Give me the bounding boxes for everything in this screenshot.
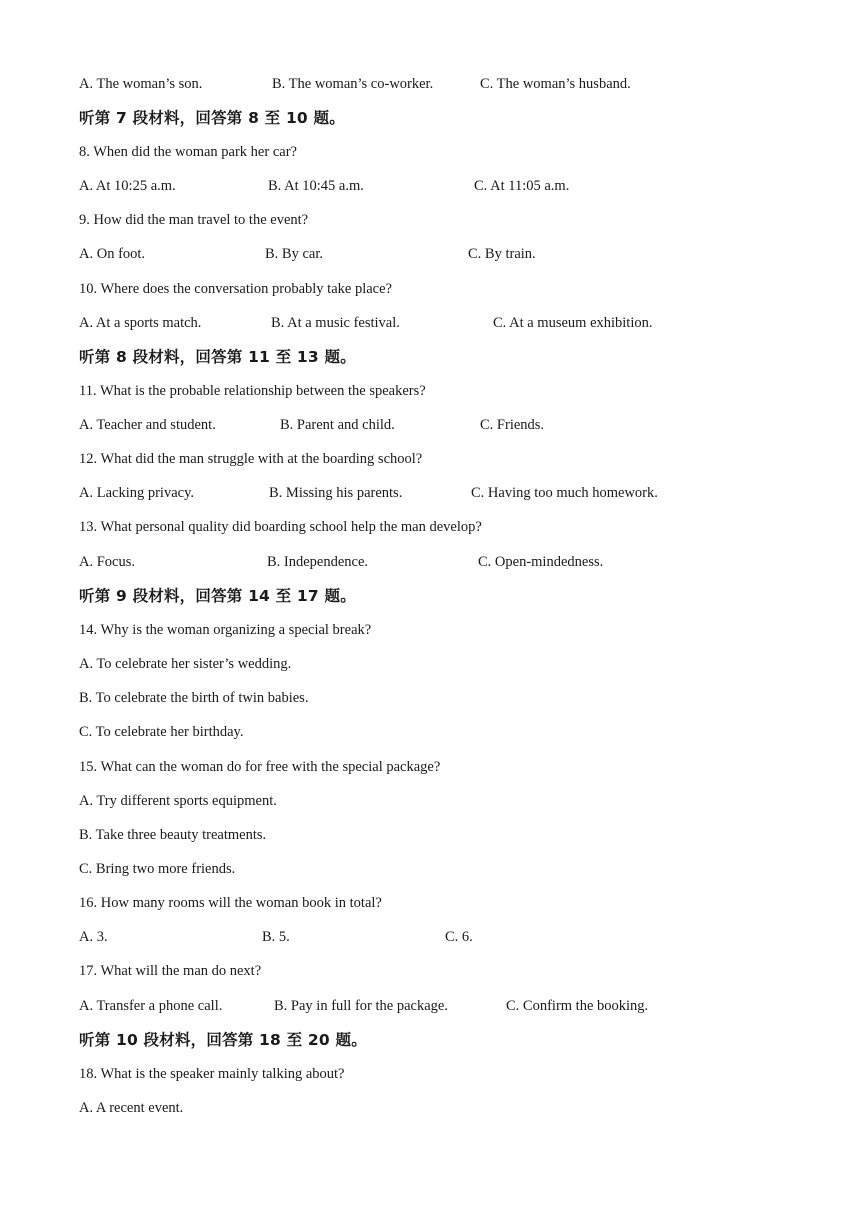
- q18-question: 18. What is the speaker mainly talking about?: [79, 1066, 345, 1082]
- q16-option-b: B. 5.: [262, 929, 290, 945]
- q14-option-b: B. To celebrate the birth of twin babies.: [79, 690, 309, 706]
- q16-question: 16. How many rooms will the woman book in total?: [79, 895, 382, 911]
- q9-question: 9. How did the man travel to the event?: [79, 212, 309, 228]
- q9-option-b: B. By car.: [265, 246, 323, 262]
- q17-question: 17. What will the man do next?: [79, 963, 262, 979]
- q12-option-a: A. Lacking privacy.: [79, 485, 195, 501]
- q18-option-a: A. A recent event.: [79, 1100, 184, 1116]
- q11-option-c: C. Friends.: [480, 417, 545, 433]
- q16-option-a: A. 3.: [79, 929, 108, 945]
- q10-option-a: A. At a sports match.: [79, 315, 202, 331]
- q9-option-c: C. By train.: [468, 246, 536, 262]
- q13-option-c: C. Open-mindedness.: [478, 554, 604, 570]
- q8-question: 8. When did the woman park her car?: [79, 144, 297, 160]
- q11-option-b: B. Parent and child.: [280, 417, 395, 433]
- q10-question: 10. Where does the conversation probably take place?: [79, 281, 392, 297]
- section-heading-8: 听第 8 段材料，回答第 11 至 13 题。: [79, 348, 356, 366]
- q7-option-c: C. The woman’s husband.: [480, 76, 631, 92]
- q15-option-a: A. Try different sports equipment.: [79, 793, 277, 809]
- q17-option-b: B. Pay in full for the package.: [274, 998, 448, 1014]
- q11-question: 11. What is the probable relationship between the speakers?: [79, 383, 426, 399]
- q8-option-c: C. At 11:05 a.m.: [474, 178, 570, 194]
- q12-option-c: C. Having too much homework.: [471, 485, 658, 501]
- section-heading-9: 听第 9 段材料，回答第 14 至 17 题。: [79, 587, 356, 605]
- q17-option-c: C. Confirm the booking.: [506, 998, 649, 1014]
- q7-option-a: A. The woman’s son.: [79, 76, 203, 92]
- q15-option-c: C. Bring two more friends.: [79, 861, 236, 877]
- q15-question: 15. What can the woman do for free with the special package?: [79, 759, 441, 775]
- q17-option-a: A. Transfer a phone call.: [79, 998, 223, 1014]
- q12-option-b: B. Missing his parents.: [269, 485, 403, 501]
- q14-question: 14. Why is the woman organizing a special break?: [79, 622, 372, 638]
- section-heading-10: 听第 10 段材料，回答第 18 至 20 题。: [79, 1031, 367, 1049]
- q12-question: 12. What did the man struggle with at the boarding school?: [79, 451, 423, 467]
- q13-question: 13. What personal quality did boarding school help the man develop?: [79, 519, 482, 535]
- q10-option-b: B. At a music festival.: [271, 315, 400, 331]
- q10-option-c: C. At a museum exhibition.: [493, 315, 653, 331]
- q8-option-b: B. At 10:45 a.m.: [268, 178, 364, 194]
- q14-option-c: C. To celebrate her birthday.: [79, 724, 244, 740]
- q15-option-b: B. Take three beauty treatments.: [79, 827, 267, 843]
- q14-option-a: A. To celebrate her sister’s wedding.: [79, 656, 292, 672]
- q13-option-b: B. Independence.: [267, 554, 369, 570]
- q16-option-c: C. 6.: [445, 929, 473, 945]
- q11-option-a: A. Teacher and student.: [79, 417, 216, 433]
- q9-option-a: A. On foot.: [79, 246, 146, 262]
- q13-option-a: A. Focus.: [79, 554, 135, 570]
- q8-option-a: A. At 10:25 a.m.: [79, 178, 176, 194]
- q7-option-b: B. The woman’s co-worker.: [272, 76, 434, 92]
- section-heading-7: 听第 7 段材料，回答第 8 至 10 题。: [79, 109, 345, 127]
